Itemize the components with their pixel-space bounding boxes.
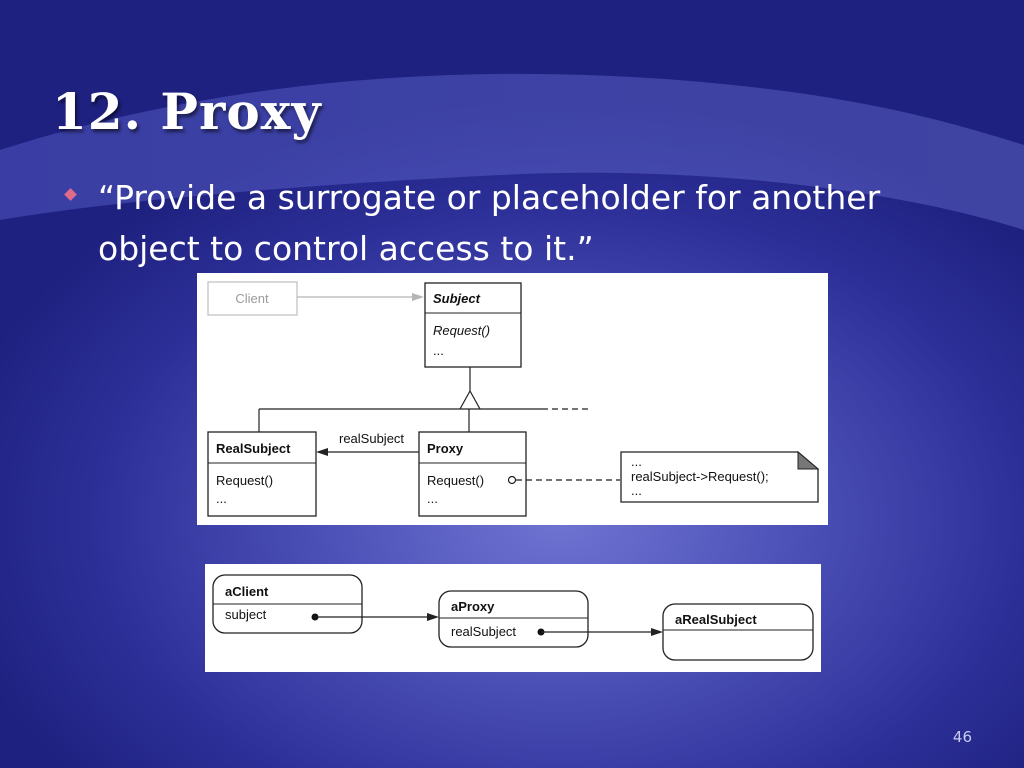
aclient-name: aClient <box>225 584 269 599</box>
class-diagram-panel <box>197 273 828 525</box>
subject-class-name: Subject <box>433 291 480 306</box>
page-number: 46 <box>952 728 972 746</box>
proxy-class-name: Proxy <box>427 441 464 456</box>
realsubject-class-name: RealSubject <box>216 441 291 456</box>
subject-more: ... <box>433 343 444 358</box>
inheritance-triangle-icon <box>460 391 480 409</box>
slide-title: 12. Proxy <box>52 82 322 141</box>
object-diagram <box>205 564 821 672</box>
client-class-name: Client <box>235 291 269 306</box>
object-diagram-panel <box>205 564 821 672</box>
arrow-head-icon <box>316 448 328 456</box>
note-anchor-icon <box>509 477 516 484</box>
arrow-head-icon <box>427 613 439 621</box>
arealsubject-name: aRealSubject <box>675 612 757 627</box>
aclient-field: subject <box>225 607 267 622</box>
arrow-head-icon <box>651 628 663 636</box>
note-line-1: ... <box>631 454 642 469</box>
subject-op: Request() <box>433 323 491 338</box>
class-diagram <box>197 273 828 525</box>
note-corner-fold-icon <box>798 452 818 469</box>
association-label: realSubject <box>339 431 405 446</box>
note-line-2: realSubject->Request(); <box>631 469 769 484</box>
note-line-3: ... <box>631 483 642 498</box>
arrow-head-icon <box>412 293 424 301</box>
aproxy-name: aProxy <box>451 599 495 614</box>
realsubject-more: ... <box>216 491 227 506</box>
aproxy-field: realSubject <box>451 624 517 639</box>
realsubject-op: Request() <box>216 473 274 488</box>
proxy-op: Request() <box>427 473 485 488</box>
bullet-text: “Provide a surrogate or placeholder for another object to control access to it.” <box>98 178 881 268</box>
proxy-more: ... <box>427 491 438 506</box>
